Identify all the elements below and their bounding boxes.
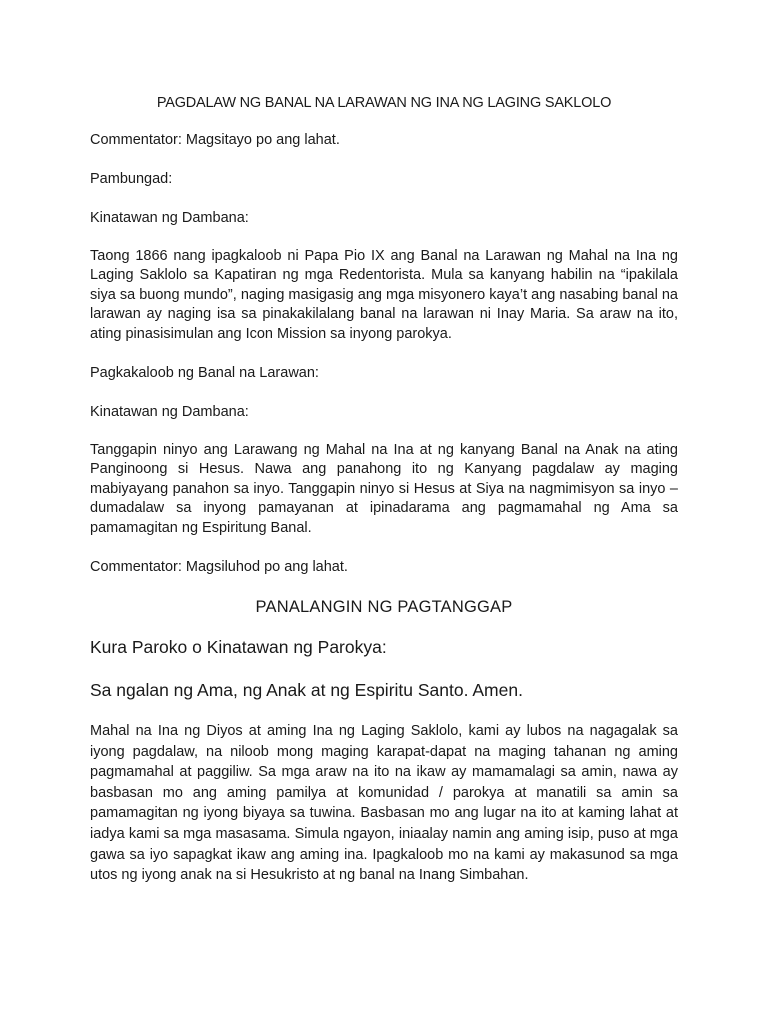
pagkakaloob-label: Pagkakaloob ng Banal na Larawan: <box>90 365 319 382</box>
document-title: PAGDALAW NG BANAL NA LARAWAN NG INA NG LAGING SAKLOLO <box>156 95 612 111</box>
commentator-kneel-line: Commentator: Magsiluhod po ang lahat. <box>90 559 348 576</box>
commentator-stand-line: Commentator: Magsitayo po ang lahat. <box>90 132 340 148</box>
prayer-heading: PANALANGIN NG PAGTANGGAP <box>255 598 513 617</box>
sign-of-cross-line: Sa ngalan ng Ama, ng Anak at ng Espiritu Santo. Amen. <box>90 680 523 701</box>
document-body <box>90 93 678 886</box>
prayer-paragraph: Mahal na Ina ng Diyos at aming Ina ng Laging Saklolo, kami ay lubos na nagagalak sa iyong pagdalaw, na niloob mong maging karapat-dapat na maging tahanan ng aming pagmamahal at paggiliw. Sa mga araw na ito na ikaw ay mamamalagi sa amin, nawa ay basbasan mo ang aming pamilya at komunidad / parokya at manatili sa amin sa pamamagitan ng iyong biyaya sa tuwina. Basbasan mo ang lugar na ito at kaming lahat at iadya kami sa mga masasama. Simula ngayon, iniaalay namin ang aming isip, puso at mga gawa sa iyo sapagkat ikaw ang aming ina. Ipagkaloob mo na kami ay makasunod sa mga utos ng iyong anak na si Hesukristo at ng banal na Inang Simbahan. <box>90 723 678 884</box>
history-paragraph: Taong 1866 nang ipagkaloob ni Papa Pio IX ang Banal na Larawan ng Mahal na Ina ng Laging Saklolo sa Kapatiran ng mga Redentorista. Mula sa kanyang habilin na “ipakilala siya sa buong mundo”, naging masigasig ang mga misyonero kaya’t ang nasabing banal na larawan ay naging isa sa pinakakilalang banal na larawan ni Inay Maria. Sa araw na ito, ating pinasisimulan ang Icon Mission sa inyong parokya. <box>90 248 678 342</box>
reception-paragraph: Tanggapin ninyo ang Larawang ng Mahal na Ina at ng kanyang Banal na Anak na ating Panginoong si Hesus. Nawa ang panahong ito ng Kanyang pagdalaw ay maging mabiyayang panahon sa inyo. Tanggapin ninyo si Hesus at Siya na nagmimisyon sa inyo – dumadalaw sa inyong pamayanan at ipinadarama ang pagmamahal ng Ama sa pamamagitan ng Espiritung Banal. <box>90 442 678 536</box>
kinatawan-label-1: Kinatawan ng Dambana: <box>90 210 249 226</box>
kura-paroko-label: Kura Paroko o Kinatawan ng Parokya: <box>90 637 387 658</box>
pambungad-label: Pambungad: <box>90 171 173 187</box>
kinatawan-label-2: Kinatawan ng Dambana: <box>90 404 249 421</box>
